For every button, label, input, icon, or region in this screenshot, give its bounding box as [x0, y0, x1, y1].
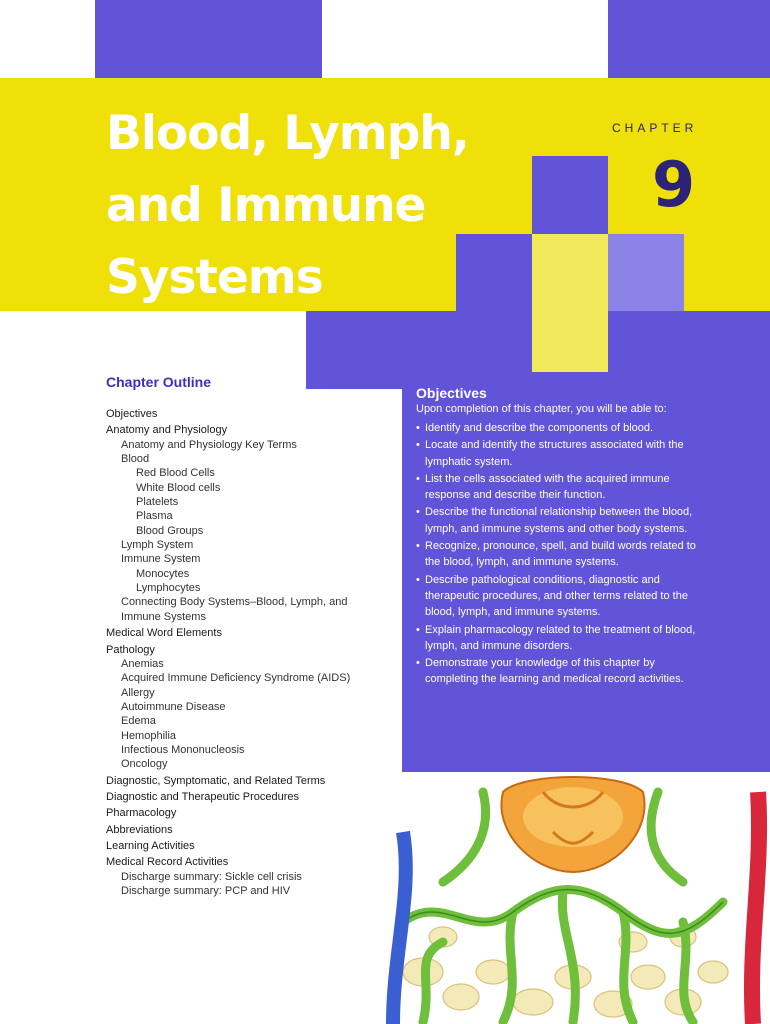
decor-block-light-yellow — [532, 234, 608, 311]
chapter-title-line-1: Blood, Lymph, — [106, 106, 469, 161]
bullet-icon: • — [416, 573, 420, 586]
outline-item: Oncology — [121, 758, 168, 771]
outline-item: Autoimmune Disease — [121, 700, 226, 713]
decor-block-lilac — [608, 234, 684, 311]
objective-item — [416, 622, 701, 655]
outline-item: Infectious Mononucleosis — [121, 743, 245, 756]
outline-item: Allergy — [121, 686, 155, 699]
outline-item: Acquired Immune Deficiency Syndrome (AIDS) — [121, 672, 351, 685]
objective-item — [416, 437, 701, 470]
outline-item: Medical Word Elements — [106, 627, 222, 640]
outline-item: Diagnostic and Therapeutic Procedures — [106, 790, 300, 803]
blood-lymph-illustration — [383, 772, 770, 1024]
chapter-title-line-3: Systems — [106, 250, 323, 305]
bullet-icon: • — [416, 439, 420, 452]
outline-item: Anatomy and Physiology Key Terms — [121, 438, 297, 451]
bullet-icon: • — [416, 472, 420, 485]
outline-heading: Chapter Outline — [106, 374, 212, 390]
chapter-number: 9 — [652, 148, 696, 221]
outline-item: Pathology — [106, 643, 155, 656]
bullet-icon: • — [416, 506, 420, 519]
outline-item: Diagnostic, Symptomatic, and Related Terms — [106, 774, 326, 787]
decor-block-right-column — [532, 156, 608, 234]
chapter-title-line-2: and Immune — [106, 178, 426, 233]
outline-item: Lymph System — [121, 539, 194, 552]
bullet-icon: • — [416, 422, 420, 434]
outline-item: Blood — [121, 453, 150, 466]
decor-block-top-right — [608, 0, 770, 78]
objectives-list — [416, 420, 701, 689]
outline-item: Medical Record Activities — [106, 856, 229, 869]
objective-text: Identify and describe the components of blood. — [425, 422, 654, 434]
outline-item: Abbreviations — [106, 823, 173, 836]
outline-item: Blood Groups — [136, 524, 204, 537]
outline-item: Anatomy and Physiology — [106, 424, 228, 437]
outline-item: Lymphocytes — [136, 582, 201, 595]
objective-item — [416, 572, 701, 621]
decor-block-top-left — [95, 0, 322, 78]
objectives-intro: Upon completion of this chapter, you will be able to: — [416, 403, 667, 415]
outline-item: Pharmacology — [106, 807, 177, 820]
outline-item: Objectives — [106, 408, 158, 420]
objective-text: Describe pathological conditions, diagnostic and therapeutic procedures, and other terms related to the blood, lymph, and immune systems. — [425, 573, 688, 619]
bullet-icon: • — [416, 657, 420, 670]
bullet-icon: • — [416, 623, 420, 636]
outline-list — [106, 407, 396, 898]
outline-item: Edema — [121, 715, 156, 728]
objective-text: List the cells associated with the acquired immune response and describe their function. — [425, 472, 670, 502]
outline-item: White Blood cells — [136, 481, 221, 494]
objective-item — [416, 504, 701, 537]
objective-text: Locate and identify the structures associated with the lymphatic system. — [425, 439, 684, 468]
objective-item — [416, 420, 701, 436]
outline-item: Immune System — [121, 553, 201, 566]
outline-item: Hemophilia — [121, 729, 177, 742]
outline-item: Monocytes — [136, 567, 190, 580]
artery — [752, 792, 759, 1024]
objective-item — [416, 538, 701, 571]
outline-item: Platelets — [136, 496, 179, 509]
bullet-icon: • — [416, 540, 420, 553]
outline-item: Connecting Body Systems–Blood, Lymph, and — [121, 596, 348, 609]
objective-item — [416, 655, 701, 688]
objective-text: Explain pharmacology related to the treatment of blood, lymph, and immune disorders. — [425, 623, 696, 652]
outline-item: Discharge summary: Sickle cell crisis — [121, 870, 302, 883]
objective-text: Recognize, pronounce, spell, and build words related to the blood, lymph, and immune systems. — [425, 540, 696, 569]
outline-item: Immune Systems — [121, 610, 206, 623]
outline-item: Discharge summary: PCP and HIV — [121, 885, 291, 897]
outline-item: Plasma — [136, 510, 173, 523]
objective-text: Describe the functional relationship between the blood, lymph, and immune systems and other body systems. — [425, 506, 693, 535]
objective-text: Demonstrate your knowledge of this chapter by completing the learning and medical record activities. — [425, 657, 684, 686]
outline-item: Red Blood Cells — [136, 467, 215, 480]
objectives-heading: Objectives — [416, 385, 487, 401]
chapter-label: CHAPTER — [612, 121, 698, 135]
outline-item: Learning Activities — [106, 839, 195, 852]
outline-item: Anemias — [121, 657, 164, 670]
objective-item — [416, 471, 701, 504]
chapter-title — [106, 98, 486, 314]
